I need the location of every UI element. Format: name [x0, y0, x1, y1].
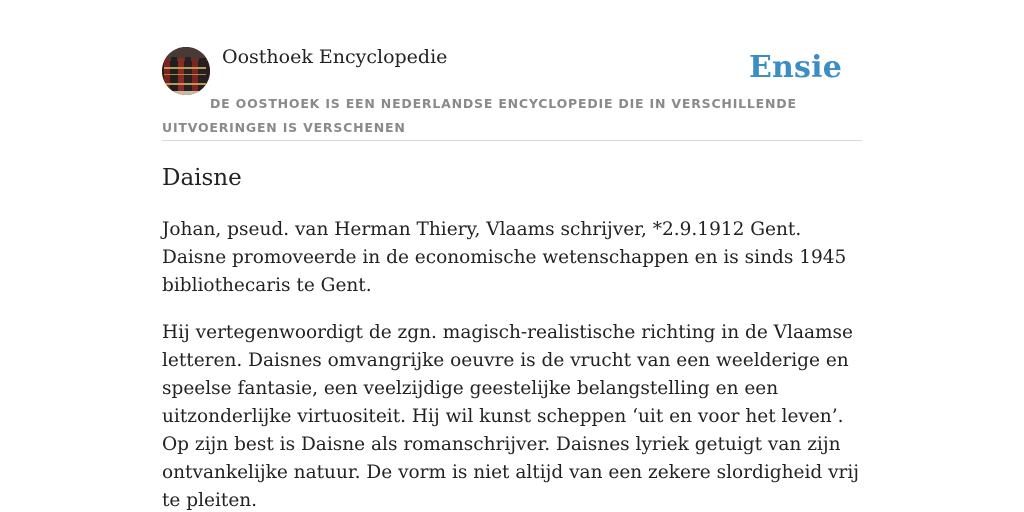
encyclopedia-books-icon[interactable] [162, 47, 210, 95]
header [162, 46, 862, 141]
page-title: Daisne [162, 165, 242, 191]
site-title[interactable]: Oosthoek Encyclopedie [222, 46, 448, 68]
site-tagline: DE OOSTHOEK IS EEN NEDERLANDSE ENCYCLOPEDIE DIE IN VERSCHILLENDE UITVOERINGEN IS VERSCHENEN [162, 96, 797, 135]
entry-paragraph: Johan, pseud. van Herman Thiery, Vlaams schrijver, *2.9.1912 Gent. Daisne promoveerde in de economische wetenschappen en is sinds 1945 bibliothecaris te Gent. [162, 219, 847, 296]
brand-logo[interactable]: Ensie [748, 50, 842, 85]
entry-content [162, 163, 864, 512]
entry-paragraph: Hij vertegenwoordigt de zgn. magisch-realistische richting in de Vlaamse letteren. Daisnes omvangrijke oeuvre is de vrucht van een weelderige en speelse fantasie, een veelzijdige geestelijke belangstelling en een uitzonderlijke virtuositeit. Hij wil kunst scheppen ‘uit en voor het leven’. Op zijn best is Daisne als romanschrijver. Daisnes lyriek getuigt van zijn ontvankelijke natuur. De vorm is niet altijd van een zekere slordigheid vrij te pleiten. [162, 322, 860, 511]
